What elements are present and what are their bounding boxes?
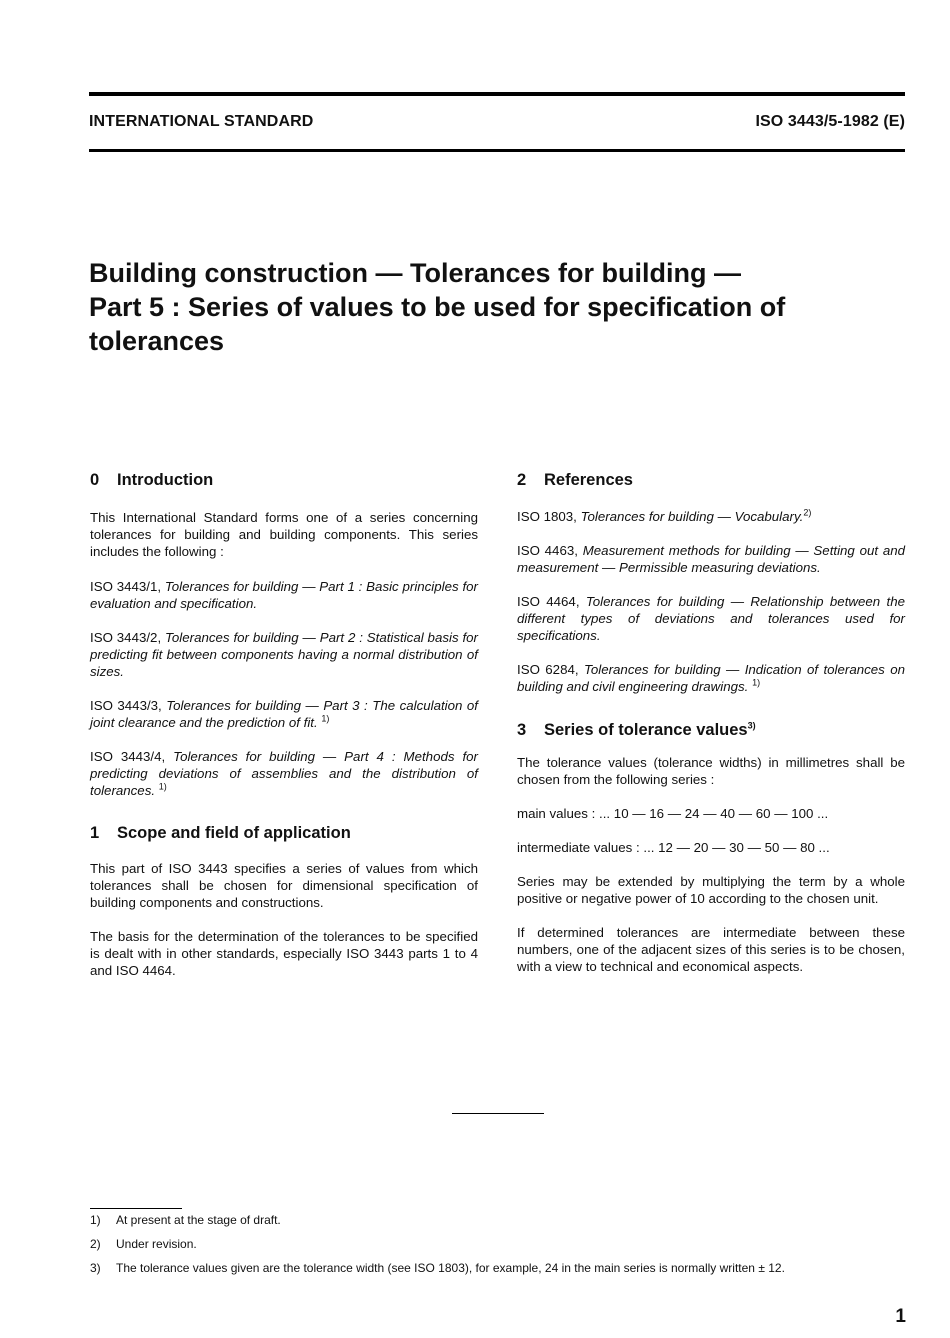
left-column xyxy=(90,470,478,979)
main-values: main values : ... 10 — 16 — 24 — 40 — 60 — 100 ... xyxy=(517,806,829,821)
footnote-ref: 1) xyxy=(752,677,761,688)
reference-item: ISO 6284, Tolerances for building — Indication of tolerances on building and civil engineering drawings. $^{1)}$ xyxy=(517,662,905,694)
intro-item: ISO 3443/2, Tolerances for building — Part 2 : Statistical basis for predicting fit between components having a normal distribution of sizes. xyxy=(90,630,478,679)
scope-paragraph-1: This part of ISO 3443 specifies a series of values from which tolerances shall be chosen for dimensional specification of building components and constructions. xyxy=(90,861,478,910)
section-title: Series of tolerance values xyxy=(544,721,748,739)
intro-item: ISO 3443/1, Tolerances for building — Part 1 : Basic principles for evaluation and specification. xyxy=(90,579,478,611)
section-1-heading xyxy=(90,823,478,843)
page-number: 1 xyxy=(895,1306,906,1327)
header-bottom-rule xyxy=(89,149,905,152)
document-title xyxy=(89,256,909,358)
right-column xyxy=(517,470,905,975)
section-number: 3 xyxy=(517,721,527,739)
intermediate-values: intermediate values : ... 12 — 20 — 30 — 50 — 80 ... xyxy=(517,840,830,855)
title-line-1: Building construction — Tolerances for building — xyxy=(89,258,742,288)
reference-item: ISO 4463, Measurement methods for building — Setting out and measurement — Permissible measuring deviations. xyxy=(517,543,906,575)
reference-item: ISO 1803, Tolerances for building — Vocabulary.$^{2)}$ xyxy=(517,507,812,524)
series-paragraph-2: Series may be extended by multiplying the term by a whole positive or negative power of 10 according to the chosen unit. xyxy=(517,874,905,906)
section-3-heading xyxy=(517,720,905,740)
series-paragraph-3: If determined tolerances are intermediate between these numbers, one of the adjacent sizes of this series is to be chosen, with a view to technical and economical aspects. xyxy=(517,925,905,974)
footnote: 2) Under revision. xyxy=(90,1237,197,1251)
footnote-ref: 3) xyxy=(747,720,756,731)
reference-item: ISO 4464, Tolerances for building — Relationship between the different types of deviations and tolerances used for specifications. xyxy=(517,594,906,643)
section-number: 0 xyxy=(90,471,100,489)
footnote: 1) At present at the stage of draft. xyxy=(90,1213,281,1227)
title-line-2: Part 5 : Series of values to be used for specification of xyxy=(89,292,786,322)
section-number: 2 xyxy=(517,471,527,489)
footnote-ref: 1) xyxy=(158,781,167,792)
end-separator-rule xyxy=(452,1113,544,1114)
footnote-ref: 1) xyxy=(321,713,330,724)
title-line-3: tolerances xyxy=(89,326,225,356)
intro-item: ISO 3443/3, Tolerances for building — Part 3 : The calculation of joint clearance and the prediction of fit. $^{1)}$ xyxy=(90,698,478,730)
header-standard-type: INTERNATIONAL STANDARD xyxy=(89,113,314,130)
section-number: 1 xyxy=(90,824,100,842)
footnote-ref: 2) xyxy=(803,507,812,518)
intro-paragraph: This International Standard forms one of a series concerning tolerances for building and building components. This series includes the following : xyxy=(90,510,478,559)
footnote-rule xyxy=(90,1208,182,1209)
section-2-heading xyxy=(517,470,905,490)
section-0-heading xyxy=(90,470,478,490)
scope-paragraph-2: The basis for the determination of the tolerances to be specified is dealt with in other standards, especially ISO 3443 parts 1 to 4 and ISO 4464. xyxy=(90,929,478,978)
section-title: Scope and field of application xyxy=(117,824,351,842)
footnote: 3) The tolerance values given are the tolerance width (see ISO 1803), for example, 24 in the main series is normally written ± 12. xyxy=(90,1261,785,1275)
section-title: Introduction xyxy=(117,471,214,489)
intro-item: ISO 3443/4, Tolerances for building — Part 4 : Methods for predicting deviations of assemblies and the distribution of tolerances. $^{1)}$ xyxy=(90,749,478,798)
header-document-id: ISO 3443/5-1982 (E) xyxy=(755,113,905,130)
series-paragraph-1: The tolerance values (tolerance widths) in millimetres shall be chosen from the following series : xyxy=(517,755,905,787)
header-top-rule xyxy=(89,92,905,96)
section-title: References xyxy=(544,471,633,489)
